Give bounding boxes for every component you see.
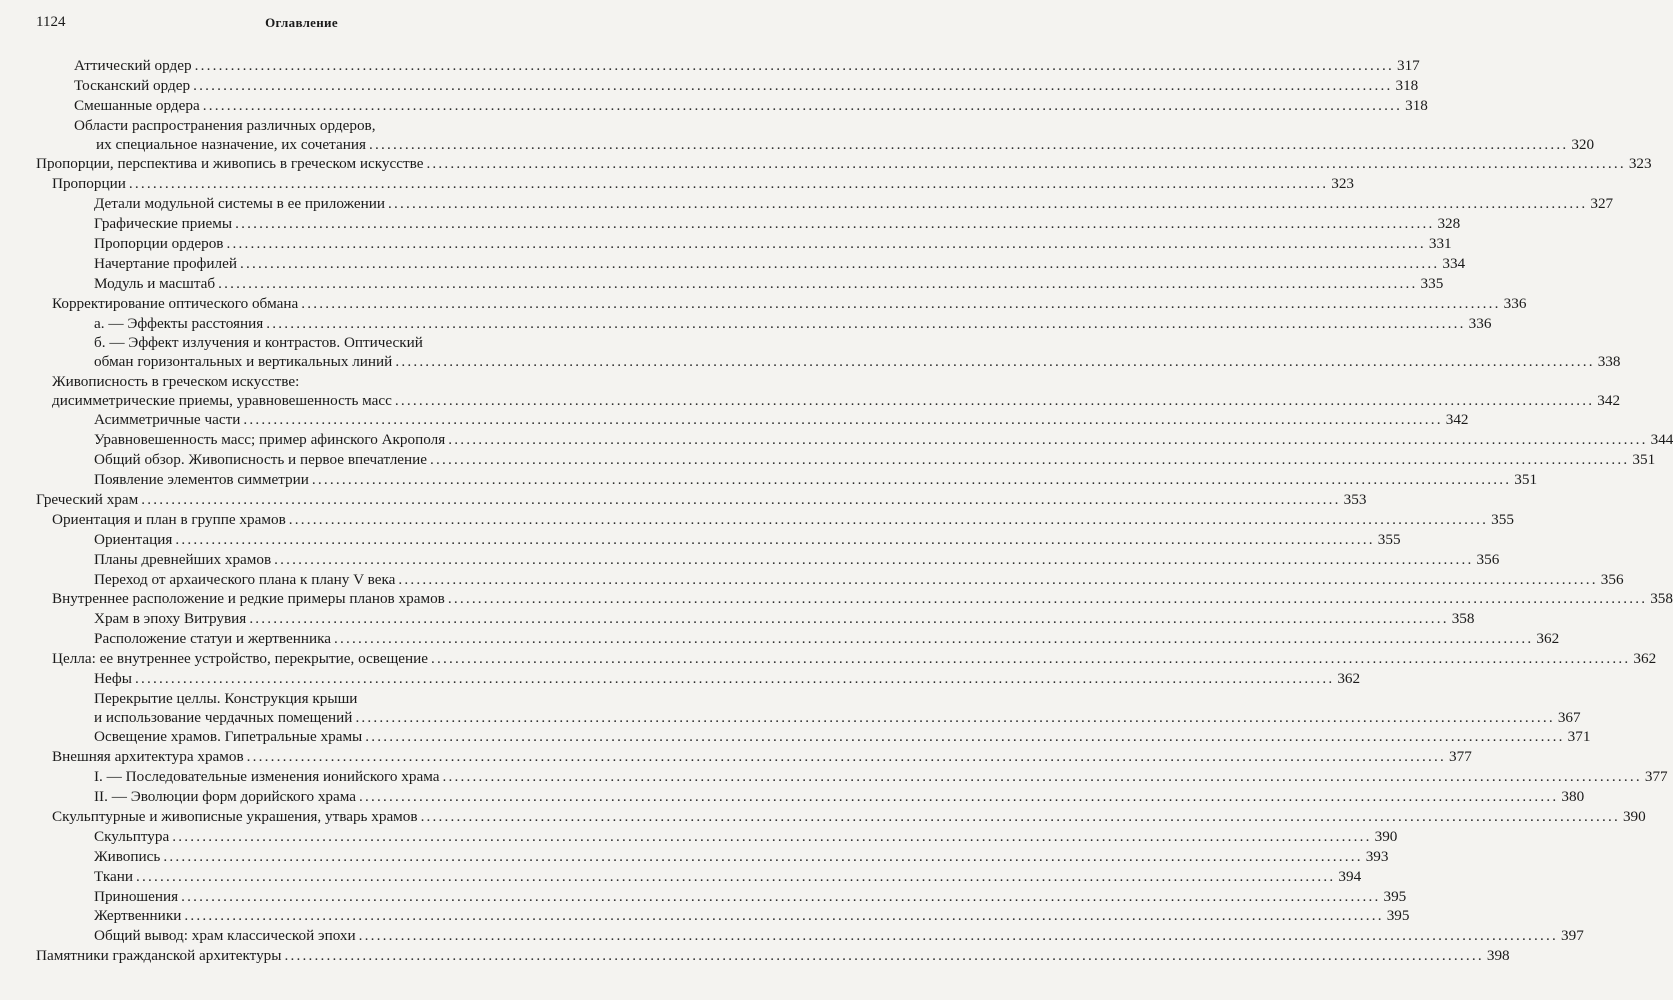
toc-entry-title-line: Нефы [94,670,132,688]
toc-page-number: 397 [1561,927,1584,945]
dot-leader: ........................................................................................................................................................................................................ [387,195,1588,213]
toc-page-number: 377 [1644,768,1668,786]
toc-entry[interactable] [36,570,1624,590]
toc-entry[interactable] [36,274,1444,294]
dot-leader: ........................................................................................................................................................................................................ [274,550,1474,568]
dot-leader: ........................................................................................................................................................................................................ [141,491,1341,508]
toc-entry-title-line: и использование чердачных помещений [94,708,353,726]
toc-entry[interactable] [36,116,1595,154]
dot-leader: ........................................................................................................................................................................................................ [334,630,1534,648]
toc-entry-title-line: Живописность в греческом искусстве: [52,372,300,390]
toc-page-number: 362 [1633,650,1657,668]
toc-entry-title-line: Скульптурные и живописные украшения, утварь храмов [52,807,418,825]
toc-entry-title-line: Внутреннее расположение и редкие примеры планов храмов [52,590,445,608]
toc-page-number: 351 [1632,451,1656,469]
toc-page-number: 323 [1628,155,1652,173]
toc-entry-title-line: Асимметричные части [94,411,241,429]
toc-entry-title-line: Храм в эпоху Витрувия [94,610,247,628]
dot-leader: ........................................................................................................................................................................................................ [239,254,1440,272]
toc-entry[interactable] [36,947,1510,966]
toc-entry-title-line: Аттический ордер [74,57,192,75]
toc-page-number: 336 [1468,314,1492,332]
dot-leader: ........................................................................................................................................................................................................ [368,135,1569,153]
toc-entry-title-line: Корректирование оптического обмана [52,294,299,312]
dot-leader: ........................................................................................................................................................................................................ [128,175,1329,193]
toc-page-number: 320 [1571,135,1595,153]
toc-entry[interactable] [36,77,1419,96]
dot-leader: ........................................................................................................................................................................................................ [358,927,1559,945]
dot-leader: ........................................................................................................................................................................................................ [175,530,1375,548]
toc-entry-title-line: Внешняя архитектура храмов [52,748,244,766]
dot-leader: ........................................................................................................................................................................................................ [311,471,1512,489]
toc-entry[interactable] [36,847,1389,867]
toc-page-number: 394 [1338,867,1362,885]
toc-entry[interactable] [36,314,1492,334]
toc-entry-title-line: Целла: ее внутреннее устройство, перекрытие, освещение [52,650,429,668]
dot-leader: ........................................................................................................................................................................................................ [163,847,1363,865]
toc-entry[interactable] [36,807,1646,827]
toc-entry-title-line: Ориентация [94,530,173,548]
toc-entry[interactable] [36,907,1410,926]
toc-entry[interactable] [36,827,1398,847]
toc-entry-title-line: Памятники гражданской архитектуры [36,947,282,965]
dot-leader: ........................................................................................................................................................................................................ [194,57,1394,75]
toc-entry-title-line: Пропорции [52,175,126,193]
toc-page-number: 327 [1590,195,1614,213]
toc-page-number: 336 [1503,294,1527,312]
toc-entry[interactable] [36,788,1585,807]
toc-entry[interactable] [36,195,1614,214]
toc-page-number: 380 [1561,788,1585,806]
page-header [36,14,567,36]
toc-entry-title-line: Общий обзор. Живописность и первое впечатление [94,451,428,469]
toc-entry-title-line: II. — Эволюции форм дорийского храма [94,788,357,806]
toc-page-number: 393 [1365,847,1389,865]
toc-entry[interactable] [36,155,1652,174]
toc-page-number: 344 [1650,431,1673,449]
dot-leader: ........................................................................................................................................................................................................ [181,887,1381,905]
toc-entry[interactable] [36,768,1668,787]
toc-entry-title-line: Начертание профилей [94,254,237,272]
toc-page-number: 362 [1536,630,1560,648]
toc-page-number: 377 [1449,748,1472,766]
toc-page-number: 334 [1442,254,1466,272]
dot-leader: ........................................................................................................................................................................................................ [288,510,1489,528]
toc-entry[interactable] [36,294,1527,314]
dot-leader: ........................................................................................................................................................................................................ [420,807,1620,825]
toc-entry-title-line: а. — Эффекты расстояния [94,314,264,332]
dot-leader: ........................................................................................................................................................................................................ [193,77,1393,95]
toc-entry-title-line: Модуль и масштаб [94,274,216,292]
toc-entry-title-line: Графические приемы [94,215,233,233]
toc-page-number: 355 [1491,510,1514,528]
dot-leader: ........................................................................................................................................................................................................ [301,294,1501,312]
toc-page-number: 390 [1374,827,1398,845]
dot-leader: ........................................................................................................................................................................................................ [395,353,1595,371]
toc-entry[interactable] [36,630,1560,649]
dot-leader: ........................................................................................................................................................................................................ [249,610,1449,628]
toc-entry[interactable] [36,57,1420,76]
toc-page-number: 398 [1486,947,1510,965]
toc-page-number: 317 [1396,57,1420,75]
dot-leader: ........................................................................................................................................................................................................ [284,947,1484,965]
toc-entry[interactable] [36,728,1591,747]
dot-leader: ........................................................................................................................................................................................................ [235,215,1435,233]
toc-page-number: 358 [1650,590,1673,608]
dot-leader: ........................................................................................................................................................................................................ [136,867,1336,885]
toc-entry-title-line: Тосканский ордер [74,77,191,95]
toc-page-number: 390 [1622,807,1646,825]
toc-page-number: 342 [1597,391,1621,409]
toc-page-number: 331 [1428,235,1452,253]
toc-page-number: 356 [1600,570,1624,588]
toc-entry-title-line: Появление элементов симметрии [94,471,309,489]
toc-entry[interactable] [36,235,1452,254]
toc-page-number: 371 [1567,728,1591,746]
dot-leader: ........................................................................................................................................................................................................ [266,314,1466,332]
toc-entry-title-line: Освещение храмов. Гипетральные храмы [94,728,363,746]
toc-entry-title-line: Переход от архаического плана к плану V века [94,570,396,588]
toc-page-number: 355 [1377,530,1401,548]
toc-page-number: 367 [1557,708,1581,726]
dot-leader: ........................................................................................................................................................................................................ [218,274,1418,292]
dot-leader: ........................................................................................................................................................................................................ [394,391,1595,409]
page-number: 1124 [36,14,66,30]
table-of-contents [36,56,1673,966]
toc-page-number: 362 [1337,670,1361,688]
toc-page-number: 318 [1395,77,1419,95]
dot-leader: ........................................................................................................................................................................................................ [243,411,1443,429]
toc-entry-title-line: Пропорции, перспектива и живопись в греческом искусстве [36,155,424,173]
toc-entry-title-line: Греческий храм [36,491,139,508]
toc-entry-title-line: Расположение статуи и жертвенника [94,630,332,648]
running-title: Оглавление [265,15,338,30]
toc-entry[interactable] [36,175,1355,194]
toc-entry-title-line: Ткани [94,867,134,885]
toc-entry[interactable] [36,510,1514,530]
toc-entry[interactable] [36,411,1469,430]
toc-entry[interactable] [36,97,1428,116]
toc-page-number: 358 [1451,610,1475,628]
toc-entry[interactable] [36,530,1401,550]
toc-entry[interactable] [36,471,1538,490]
dot-leader: ........................................................................................................................................................................................................ [184,907,1384,925]
dot-leader: ........................................................................................................................................................................................................ [355,708,1555,726]
toc-entry[interactable] [36,670,1361,689]
dot-leader: ........................................................................................................................................................................................................ [226,235,1426,253]
dot-leader: ........................................................................................................................................................................................................ [431,650,1631,668]
toc-entry-title-line: Общий вывод: храм классической эпохи [94,927,356,945]
toc-entry[interactable] [36,590,1673,609]
toc-entry-title-line: Скульптура [94,827,170,845]
toc-entry[interactable] [36,867,1362,887]
toc-page-number: 395 [1386,907,1410,925]
toc-entry[interactable] [36,215,1461,234]
toc-entry-title-line: их специальное назначение, их сочетания [96,135,366,153]
toc-page-number: 356 [1476,550,1500,568]
toc-entry[interactable] [36,451,1656,470]
toc-page-number: 328 [1437,215,1461,233]
toc-page-number: 323 [1331,175,1355,193]
toc-entry-title-line: Пропорции ордеров [94,235,224,253]
dot-leader: ........................................................................................................................................................................................................ [426,155,1626,173]
toc-entry[interactable] [36,650,1657,669]
toc-entry-title-line: дисимметрические приемы, уравновешенность масс [52,391,392,409]
toc-entry-title-line: Приношения [94,887,179,905]
dot-leader: ........................................................................................................................................................................................................ [398,570,1598,588]
toc-entry[interactable] [36,927,1584,946]
toc-entry[interactable] [36,372,1621,410]
toc-entry-title-line: Уравновешенность масс; пример афинского Акрополя [94,431,446,449]
toc-entry[interactable] [36,550,1500,570]
toc-entry[interactable] [36,254,1466,274]
dot-leader: ........................................................................................................................................................................................................ [172,827,1372,845]
toc-entry-title-line: Области распространения различных ордеров, [74,116,376,134]
toc-entry-title-line: Планы древнейших храмов [94,550,272,568]
toc-page-number: 338 [1597,353,1621,371]
toc-entry-title-line: Перекрытие целлы. Конструкция крыши [94,689,358,707]
toc-entry[interactable] [36,491,1367,510]
dot-leader: ........................................................................................................................................................................................................ [442,768,1642,786]
toc-page-number: 395 [1383,887,1407,905]
toc-entry-title-line: Живопись [94,847,161,865]
toc-entry-title-line: Смешанные ордера [74,97,200,115]
toc-entry-title-line: Детали модульной системы в ее приложении [94,195,385,213]
dot-leader: ........................................................................................................................................................................................................ [202,97,1403,115]
toc-entry[interactable] [36,610,1475,629]
toc-entry-title-line: I. — Последовательные изменения ионийского храма [94,768,440,786]
dot-leader: ........................................................................................................................................................................................................ [448,431,1648,449]
toc-entry[interactable] [36,748,1472,767]
toc-entry[interactable] [36,334,1621,371]
toc-entry[interactable] [36,689,1581,727]
toc-page-number: 335 [1420,274,1444,292]
dot-leader: ........................................................................................................................................................................................................ [430,451,1630,469]
toc-entry-title-line: б. — Эффект излучения и контрастов. Оптический [94,334,423,352]
toc-entry-title-line: Жертвенники [94,907,182,925]
toc-entry[interactable] [36,431,1673,450]
dot-leader: ........................................................................................................................................................................................................ [359,788,1559,806]
toc-page-number: 351 [1514,471,1538,489]
toc-entry-title-line: обман горизонтальных и вертикальных линий [94,353,393,371]
toc-entry[interactable] [36,887,1407,907]
toc-page-number: 318 [1405,97,1428,115]
dot-leader: ........................................................................................................................................................................................................ [134,670,1335,688]
dot-leader: ........................................................................................................................................................................................................ [447,590,1648,608]
toc-page-number: 342 [1445,411,1469,429]
toc-page-number: 353 [1343,491,1367,508]
dot-leader: ........................................................................................................................................................................................................ [365,728,1565,746]
toc-entry-title-line: Ориентация и план в группе храмов [52,510,286,528]
dot-leader: ........................................................................................................................................................................................................ [246,748,1447,766]
